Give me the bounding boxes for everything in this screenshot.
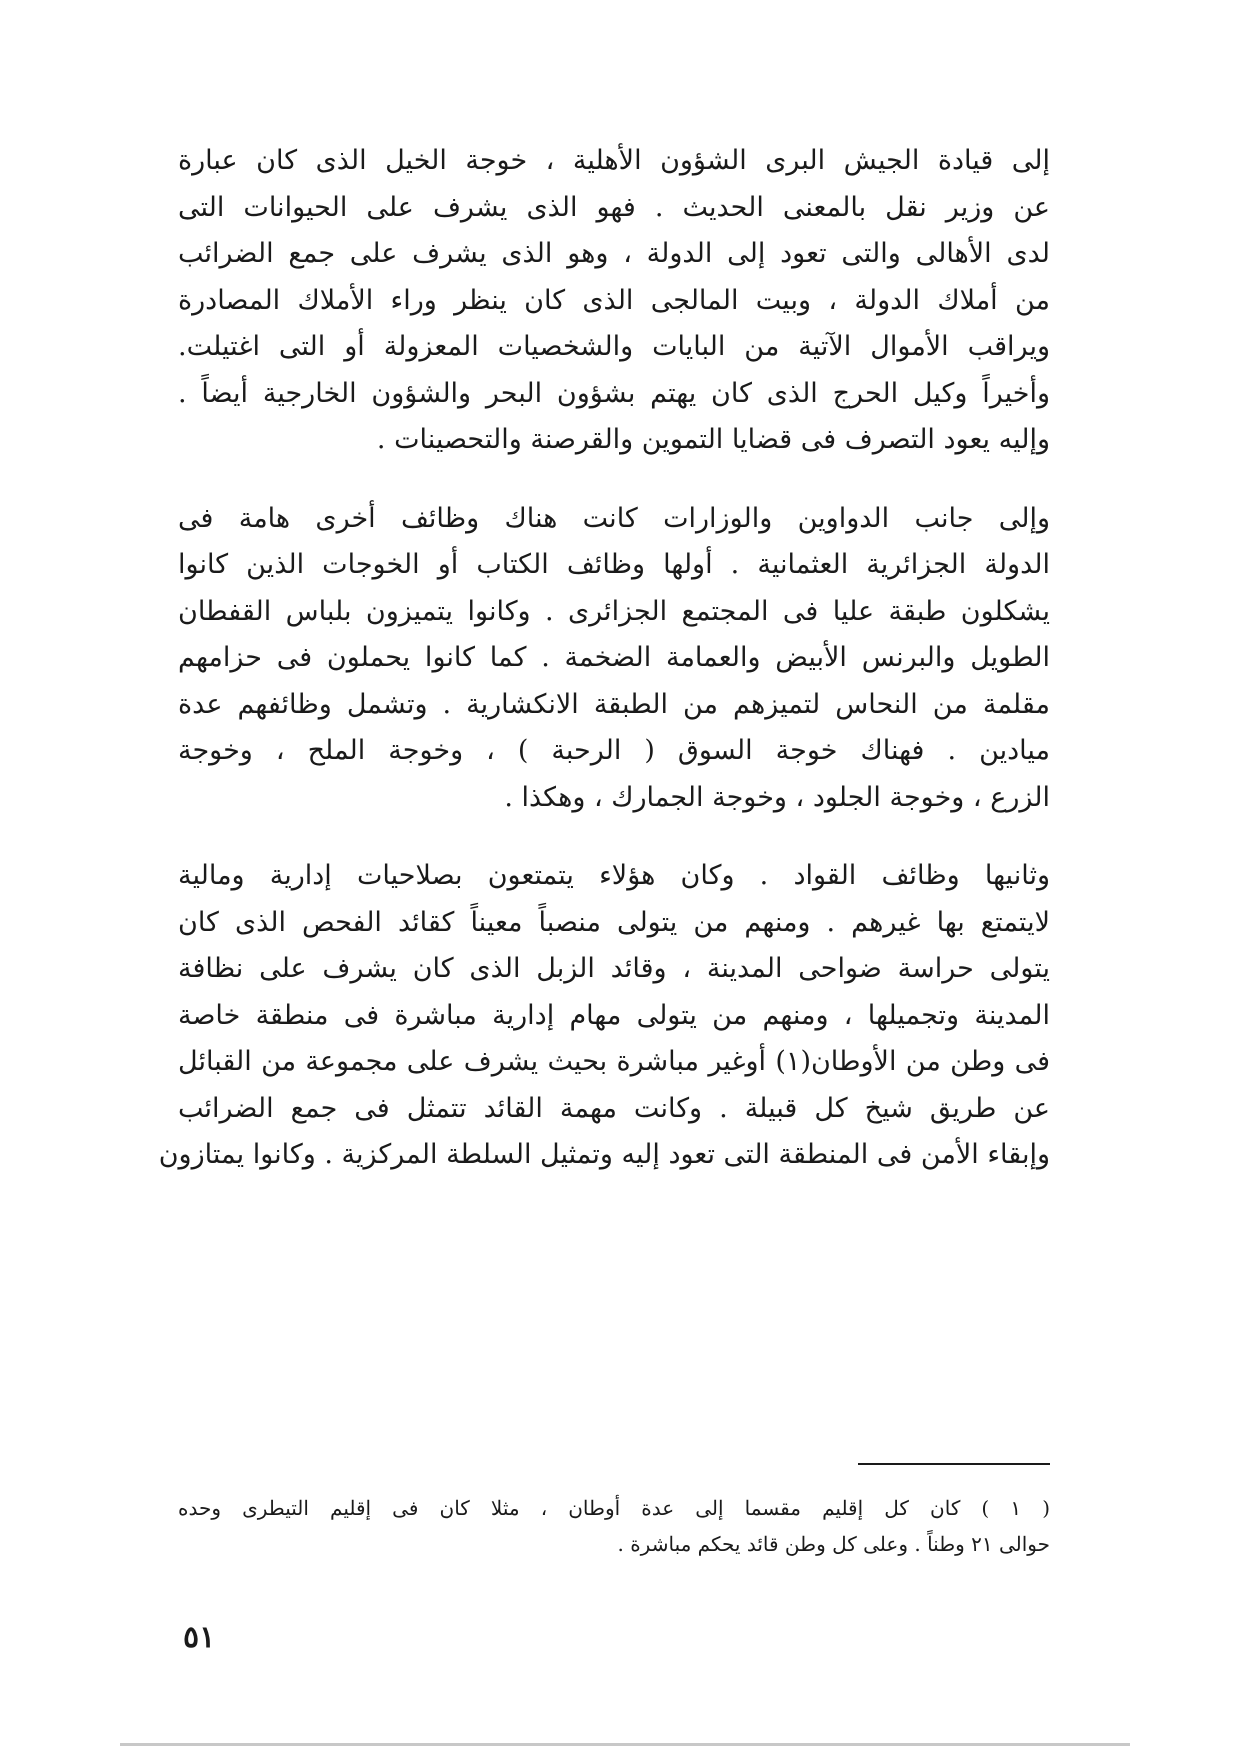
text-line: الدولة الجزائرية العثمانية . أولها وظائف الكتاب أو الخوجات الذين كانوا bbox=[178, 549, 1050, 580]
text-line: المدينة وتجميلها ، ومنهم من يتولى مهام إدارية مباشرة فى منطقة خاصة bbox=[178, 999, 1050, 1031]
text-line: من أملاك الدولة ، وبيت المالجى الذى كان ينظر وراء الأملاك المصادرة bbox=[178, 284, 1050, 316]
footnote-line: ( ١ ) كان كل إقليم مقسما إلى عدة أوطان ، مثلا كان فى إقليم التيطرى وحده bbox=[178, 1496, 1050, 1520]
footnote-line: حوالى ٢١ وطناً . وعلى كل وطن قائد يحكم مباشرة . bbox=[617, 1532, 1050, 1556]
text-line: عن طريق شيخ كل قبيلة . وكانت مهمة القائد تتمثل فى جمع الضرائب bbox=[178, 1092, 1050, 1124]
text-line: وثانيها وظائف القواد . وكان هؤلاء يتمتعون بصلاحيات إدارية ومالية bbox=[178, 860, 1050, 891]
paragraph-2 bbox=[178, 496, 1050, 822]
text-line: وأخيراً وكيل الحرج الذى كان يهتم بشؤون البحر والشؤون الخارجية أيضاً . bbox=[178, 377, 1050, 409]
text-line: مقلمة من النحاس لتميزهم من الطبقة الانكشارية . وتشمل وظائفهم عدة bbox=[178, 688, 1050, 720]
footnote-divider bbox=[858, 1463, 1050, 1465]
page-number: ٥١ bbox=[183, 1620, 216, 1655]
text-line: فى وطن من الأوطان(١) أوغير مباشرة بحيث يشرف على مجموعة من القبائل bbox=[178, 1046, 1050, 1077]
text-line: عن وزير نقل بالمعنى الحديث . فهو الذى يشرف على الحيوانات التى bbox=[178, 191, 1050, 223]
page-bottom-edge bbox=[120, 1743, 1130, 1746]
body-text bbox=[158, 138, 1050, 1179]
paragraph-1 bbox=[178, 138, 1050, 464]
text-line: وإليه يعود التصرف فى قضايا التموين والقرصنة والتحصينات . bbox=[376, 424, 1050, 455]
text-line: وإبقاء الأمن فى المنطقة التى تعود إليه وتمثيل السلطة المركزية . وكانوا يمتازون bbox=[158, 1139, 1050, 1170]
paragraph-3 bbox=[158, 853, 1050, 1179]
footnote bbox=[178, 1490, 1050, 1562]
text-line: الزرع ، وخوجة الجلود ، وخوجة الجمارك ، وهكذا . bbox=[504, 781, 1050, 813]
text-line: لدى الأهالى والتى تعود إلى الدولة ، وهو الذى يشرف على جمع الضرائب bbox=[178, 238, 1050, 269]
text-line: ميادين . فهناك خوجة السوق ( الرحبة ) ، وخوجة الملح ، وخوجة bbox=[178, 735, 1050, 766]
text-line: وإلى جانب الدواوين والوزارات كانت هناك وظائف أخرى هامة فى bbox=[178, 502, 1050, 534]
text-line: الطويل والبرنس الأبيض والعمامة الضخمة . كما كانوا يحملون فى حزامهم bbox=[178, 642, 1050, 673]
text-line: ويراقب الأموال الآتية من البايات والشخصيات المعزولة أو التى اغتيلت. bbox=[178, 331, 1050, 362]
text-line: يشكلون طبقة عليا فى المجتمع الجزائرى . وكانوا يتميزون بلباس القفطان bbox=[178, 595, 1050, 627]
text-line: يتولى حراسة ضواحى المدينة ، وقائد الزبل الذى كان يشرف على نظافة bbox=[178, 953, 1050, 984]
text-line: إلى قيادة الجيش البرى الشؤون الأهلية ، خوجة الخيل الذى كان عبارة bbox=[178, 145, 1050, 176]
text-line: لايتمتع بها غيرهم . ومنهم من يتولى منصباً معيناً كقائد الفحص الذى كان bbox=[178, 906, 1050, 938]
